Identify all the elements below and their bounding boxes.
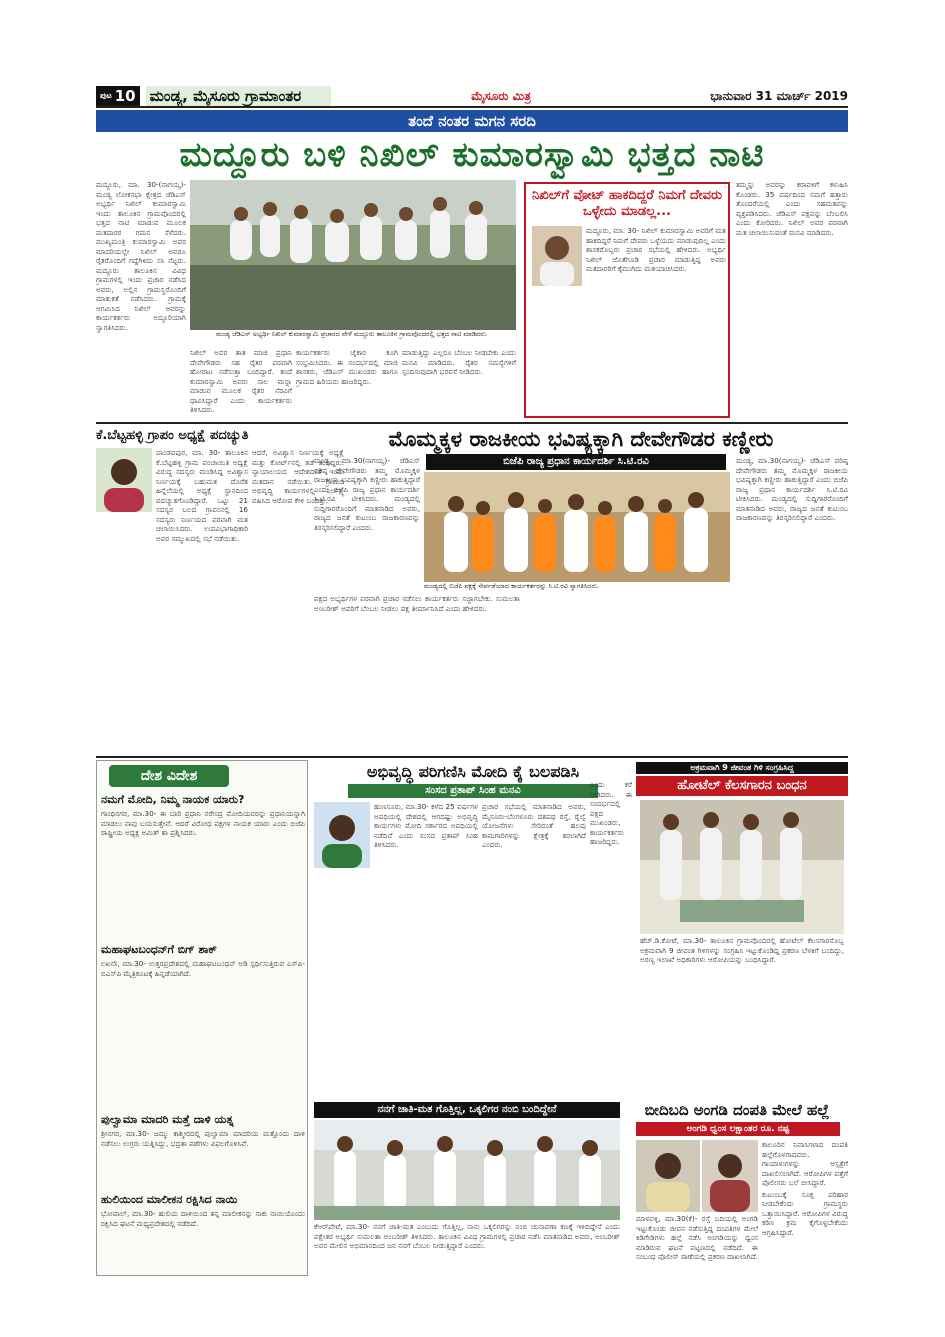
desha-item-3-headline: ಪುಲ್ವಾಮಾ ಮಾದರಿ ಮತ್ತೆ ದಾಳಿ ಯತ್ನ — [101, 1113, 234, 1126]
shop-story-subhead: ಅಂಗಡಿ ಧ್ವಂಸ ಲಕ್ಷಾಂತರ ರೂ. ನಷ್ಟ — [636, 1122, 840, 1136]
left-story-text-2: ಆದರೆ, ಅವಿಶ್ವಾಸ ನಿರ್ಣಯಕ್ಕೆ ಅಧ್ಯಕ್ಷೆ ಮತ್ತು ಕೋರ್ಟ್‌ನಲ್ಲಿ ತಡೆ ತಂದಿದ್ದರು. ನ್ಯಾಯಾಲಯದ ಆದೇಶದಂತೆ ಇಂದು ಮತದಾನ ನಡೆಯಿತು. ಗ್ರಾಮದ ಅಭಿವೃದ್ಧಿ ಕಾರ್ಯಗಳಲ್ಲಿ ನಿರ್ಲಕ್ಷ್ಯ ವಹಿಸಿದ ಆರೋಪ ಕೇಳಿ ಬಂದಿತ್ತು. — [252, 448, 344, 505]
shop-story-column-1 — [636, 1214, 758, 1276]
lead-headline: ಮದ್ದೂರು ಬಳಿ ನಿಖಿಲ್ ಕುಮಾರಸ್ವಾಮಿ ಭತ್ತದ ನಾಟಿ — [179, 135, 765, 175]
caste-story-headline: ನನಗೆ ಜಾತಿ-ಮತ ಗೊತ್ತಿಲ್ಲ, ಒಕ್ಕಲಿಗರ ನಂಬಿ ಬಂದಿದ್ದೇನೆ — [314, 1102, 620, 1118]
hotel-story-photo — [640, 800, 844, 934]
desha-item-1-body: ಗಾಂಧಿನಗರ, ಮಾ.30- ಈ ಬಾರಿ ಪ್ರಧಾನಿ ನರೇಂದ್ರ ಮೋದಿಯವರನ್ನು ಪ್ರಧಾನಿಯನ್ನಾಗಿ ಮಾಡಲು ನಾವು ಬಯಸುತ್ತೇವೆ. ಆದರೆ ವಿರೋಧ ಪಕ್ಷಗಳ ನಾಯಕ ಯಾರು ಎಂದು ಬಿಜೆಪಿ ರಾಷ್ಟ್ರೀಯ ಅಧ್ಯಕ್ಷ ಅಮಿತ್ ಶಾ ಪ್ರಶ್ನಿಸಿದರು. — [101, 809, 305, 837]
bjp-story-text-3: ಮಂಡ್ಯ, ಮಾ.30(ನಾಗಯ್ಯ)- ಜೆಡಿಎಸ್ ವರಿಷ್ಠ ದೇವೇಗೌಡರು ತಮ್ಮ ಮೊಮ್ಮಕ್ಕಳ ರಾಜಕೀಯ ಭವಿಷ್ಯಕ್ಕಾಗಿ ಕಣ್ಣೀರು ಹಾಕುತ್ತಿದ್ದಾರೆ ಎಂದು ಬಿಜೆಪಿ ರಾಜ್ಯ ಪ್ರಧಾನ ಕಾರ್ಯದರ್ಶಿ ಸಿ.ಟಿ.ರವಿ ಟೀಕಿಸಿದರು. ಮಂಡ್ಯದಲ್ಲಿ ಸುದ್ದಿಗಾರರೊಂದಿಗೆ ಮಾತನಾಡಿದ ಅವರು, ರಾಜ್ಯದ ಜನತೆ ಕುಟುಂಬ ರಾಜಕಾರಣವನ್ನು ತಿರಸ್ಕರಿಸಲಿದ್ದಾರೆ ಎಂದರು. — [736, 456, 848, 522]
lead-text-4: ಮಾಡುತ್ತಿದ್ದು ಎಲ್ಲರೂ ಬೆಂಬಲ ನೀಡಬೇಕು ಎಂದು ಮನವಿ ಮಾಡಿದರು. ರೈತರ ಸಮಸ್ಯೆಗಳಿಗೆ ಸ್ಪಂದಿಸುವುದಾಗಿ ಭರವಸೆ ನೀಡಿದರು. — [402, 348, 516, 376]
lead-column-4 — [402, 348, 516, 420]
lead-column-1 — [96, 180, 186, 420]
bjp-story-column-1 — [314, 456, 420, 582]
section-divider-2 — [96, 756, 848, 758]
caste-story-body: ಕೆಆರ್‌ಪೇಟೆ, ಮಾ.30- ನನಗೆ ಜಾತಿ-ಮತ ಎಂಬುದು ಗೊತ್ತಿಲ್ಲ, ನಾನು ಒಕ್ಕಲಿಗರನ್ನು ನಂಬಿ ಚುನಾವಣಾ ಕಣಕ್ಕೆ ಇಳಿದಿದ್ದೇನೆ ಎಂದು ಪಕ್ಷೇತರ ಅಭ್ಯರ್ಥಿ ಸುಮಲತಾ ಅಂಬರೀಶ್ ತಿಳಿಸಿದರು. ತಾಲೂಕಿನ ವಿವಿಧ ಗ್ರಾಮಗಳಲ್ಲಿ ಪ್ರಚಾರ ನಡೆಸಿ ಮಾತನಾಡಿದ ಅವರು, ಅಂಬರೀಶ್ ಅವರ ಮೇಲಿನ ಅಭಿಮಾನದಿಂದ ಜನ ನನಗೆ ಬೆಂಬಲ ನೀಡುತ್ತಿದ್ದಾರೆ ಎಂದರು. — [314, 1222, 620, 1250]
desha-item-4-body: ಭೋಪಾಲ್, ಮಾ.30- ಹುಲಿಯ ದಾಳಿಯಿಂದ ತನ್ನ ಮಾಲೀಕನನ್ನು ಸಾಕು ನಾಯಿಯೊಂದು ರಕ್ಷಿಸಿದ ಘಟನೆ ಮಧ್ಯಪ್ರದೇಶದಲ್ಲಿ ನಡೆದಿದೆ. — [101, 1209, 305, 1228]
shop-story-headline: ಬೀದಿಬದಿ ಅಂಗಡಿ ದಂಪತಿ ಮೇಲೆ ಹಲ್ಲೆ — [644, 1101, 830, 1119]
right-column — [736, 180, 848, 420]
paper-name: ಮೈಸೂರು ಮಿತ್ರ — [471, 88, 531, 103]
lead-column-3 — [296, 348, 398, 420]
modi-story-column-3 — [590, 780, 632, 1096]
desha-videsha-box — [96, 760, 308, 1276]
desha-item-2-text — [101, 959, 305, 1109]
newspaper-page — [96, 86, 848, 1276]
shop-story-photo-2 — [702, 1140, 758, 1212]
lead-text-3: ಕಾರ್ಯಕರ್ತರು ಜೈಕಾರ ಕೂಗಿ ಸಂಭ್ರಮಿಸಿದರು. ಈ ಸಂದರ್ಭದಲ್ಲಿ ಮಾಜಿ ಶಾಸಕರು, ಜೆಡಿಎಸ್ ಮುಖಂಡರು ಹಾಗೂ ಗ್ರಾಮದ ಹಿರಿಯರು ಹಾಜರಿದ್ದರು. — [296, 348, 398, 386]
lead-kicker: ತಂದೆ ನಂತರ ಮಗನ ಸರದಿ — [96, 110, 848, 132]
modi-story-subhead: ಸಂಸದ ಪ್ರತಾಪ್ ಸಿಂಹ ಮನವಿ — [348, 784, 598, 798]
bjp-story-text-2: ಪಕ್ಷದ ಅಭ್ಯರ್ಥಿಗಳ ಪರವಾಗಿ ಪ್ರಚಾರ ನಡೆಸಲು ಕಾರ್ಯಕರ್ತರು ಸಜ್ಜಾಗಬೇಕು. ಸುಮಲತಾ ಅಂಬರೀಶ್ ಅವರಿಗೆ ಬೆಂಬಲ ನೀಡಲು ಪಕ್ಷ ತೀರ್ಮಾನಿಸಿದೆ ಎಂದು ಹೇಳಿದರು. — [314, 594, 520, 613]
lead-text-2: ನಿಖಿಲ್ ಅವರ ತಾತ ಮಾಜಿ ಪ್ರಧಾನಿ ದೇವೇಗೌಡರು ಸಹ ರೈತರ ಪರವಾಗಿ ಹೋರಾಟ ನಡೆಸುತ್ತಾ ಬಂದಿದ್ದಾರೆ. ತಂದೆ ಕುಮಾರಸ್ವಾಮಿ ಅವರು ಸಾಲ ಮನ್ನಾ ಮಾಡುವ ಮೂಲಕ ರೈತರ ನೆರವಿಗೆ ಧಾವಿಸಿದ್ದಾರೆ ಎಂದು ಕಾರ್ಯಕರ್ತರು ತಿಳಿಸಿದರು. — [190, 348, 292, 414]
desha-videsha-banner: ದೇಶ ವಿದೇಶ — [109, 765, 229, 787]
quote-box-photo — [532, 226, 582, 286]
page-label: ಪುಟ — [100, 91, 112, 100]
page-header — [96, 86, 848, 108]
right-column-text: ತಮ್ಮನ್ನು ಅವರನ್ನು ಕರಾವಳಿಗೆ ಕಳುಹಿಸಿ ಕೊಂಡರು. 35 ವರ್ಷದಿಂದ ನಮಗೆ ಹತ್ತಾರು ತೊಂದರೆಯಲ್ಲಿ ಎಂದು ಸಹಮತವನ್ನು ವ್ಯಕ್ತಪಡಿಸಿದರು. ಜೆಡಿಎಸ್ ಪಕ್ಷವನ್ನು ಬೆಂಬಲಿಸಿ ಎಂದು ಕೋರಿದರು. ನಿಖಿಲ್ ಅವರ ಪರವಾಗಿ ಮತ ಚಲಾಯಿಸುವಂತೆ ಮನವಿ ಮಾಡಿದರು. — [736, 180, 848, 237]
page-number-badge — [96, 86, 140, 106]
quote-box-text — [586, 226, 726, 414]
desha-item-1-text — [101, 809, 305, 939]
lead-photo — [190, 180, 516, 330]
bjp-story-body: ಮಂಡ್ಯ, ಮಾ.30(ನಾಗಯ್ಯ)- ಜೆಡಿಎಸ್ ವರಿಷ್ಠ ದೇವೇಗೌಡರು ತಮ್ಮ ಮೊಮ್ಮಕ್ಕಳ ರಾಜಕೀಯ ಭವಿಷ್ಯಕ್ಕಾಗಿ ಕಣ್ಣೀರು ಹಾಕುತ್ತಿದ್ದಾರೆ ಎಂದು ಬಿಜೆಪಿ ರಾಜ್ಯ ಪ್ರಧಾನ ಕಾರ್ಯದರ್ಶಿ ಸಿ.ಟಿ.ರವಿ ಟೀಕಿಸಿದರು. ಮಂಡ್ಯದಲ್ಲಿ ಸುದ್ದಿಗಾರರೊಂದಿಗೆ ಮಾತನಾಡಿದ ಅವರು, ರಾಜ್ಯದ ಜನತೆ ಕುಟುಂಬ ರಾಜಕಾರಣವನ್ನು ತಿರಸ್ಕರಿಸಲಿದ್ದಾರೆ ಎಂದರು. — [314, 456, 420, 532]
caste-story-photo — [314, 1120, 620, 1220]
left-story-headline: ಕೆ.ಬೆಟ್ಟಹಳ್ಳಿ ಗ್ರಾಪಂ ಅಧ್ಯಕ್ಷೆ ಪದಚ್ಯುತಿ — [96, 428, 249, 443]
bjp-story-photo — [424, 472, 730, 582]
hotel-story-headline: ಹೋಟೆಲ್ ಕೆಲಸಗಾರನ ಬಂಧನ — [636, 776, 848, 796]
desha-item-2-body: ಲಖನೌ, ಮಾ.30- ಉತ್ತರಪ್ರದೇಶದಲ್ಲಿ ಮಹಾಘಟಬಂಧನ್ ಅಡಿ ಸ್ಪರ್ಧಿಸುತ್ತಿರುವ ಎಸ್‌ಪಿ-ಬಿಎಸ್‌ಪಿ ಮೈತ್ರಿಕೂಟಕ್ಕೆ ಹಿನ್ನಡೆಯಾಗಿದೆ. — [101, 959, 305, 978]
modi-story-column-2 — [482, 802, 586, 1096]
edition-date: ಭಾನುವಾರ 31 ಮಾರ್ಚ್ 2019 — [710, 88, 848, 103]
shop-story-text-2: ಕಾಲೂರಿನ ನಿವಾಸಿಗಳಾದ ದಂಪತಿ ಹಲ್ಲೆಗೊಳಗಾದವರು. ಗಾಯಾಳುಗಳನ್ನು ಆಸ್ಪತ್ರೆಗೆ ದಾಖಲಿಸಲಾಗಿದೆ. ಆರೋಪಿಗಳ ಪತ್ತೆಗೆ ಪೊಲೀಸರು ಬಲೆ ಬೀಸಿದ್ದಾರೆ. — [762, 1140, 848, 1187]
section-divider — [96, 422, 848, 424]
shop-story-photo-1 — [636, 1140, 700, 1212]
bjp-story-subhead: ಬಿಜೆಪಿ ರಾಜ್ಯ ಪ್ರಧಾನ ಕಾರ್ಯದರ್ಶಿ ಸಿ.ಟಿ.ರವಿ — [426, 454, 726, 470]
shop-story-body: ಮಾಳವಳ್ಳಿ, ಮಾ.30(ಕೆ)- ರಸ್ತೆ ಬದಿಯಲ್ಲಿ ಅಂಗಡಿ ಇಟ್ಟುಕೊಂಡು ಜೀವನ ನಡೆಸುತ್ತಿದ್ದ ದಂಪತಿಗಳ ಮೇಲೆ ಕಿಡಿಗೇಡಿಗಳು ಹಲ್ಲೆ ನಡೆಸಿ ಅಂಗಡಿಯನ್ನು ಧ್ವಂಸ ಮಾಡಿರುವ ಘಟನೆ ಪಟ್ಟಣದಲ್ಲಿ ನಡೆದಿದೆ. ಈ ಸಂಬಂಧ ಪೊಲೀಸ್ ಠಾಣೆಯಲ್ಲಿ ಪ್ರಕರಣ ದಾಖಲಾಗಿದೆ. — [636, 1214, 758, 1261]
modi-story-text-2: ಪ್ರಚಾರ ಸಭೆಯಲ್ಲಿ ಮಾತನಾಡಿದ ಅವರು, ಮೈಸೂರು-ಬೆಂಗಳೂರು ದಶಪಥ ರಸ್ತೆ, ರೈಲ್ವೆ ಯೋಜನೆಗಳು ಸೇರಿದಂತೆ ಹಲವು ಕಾಮಗಾರಿಗಳನ್ನು ಕ್ಷೇತ್ರಕ್ಕೆ ತರಲಾಗಿದೆ ಎಂದರು. — [482, 802, 586, 849]
page-number: 10 — [114, 87, 136, 105]
modi-story-headline: ಅಭಿವೃದ್ಧಿ ಪರಿಗಣಿಸಿ ಮೋದಿ ಕೈ ಬಲಪಡಿಸಿ — [366, 762, 580, 781]
shop-story-text-3: ಕುಟುಂಬಕ್ಕೆ ಸೂಕ್ತ ಪರಿಹಾರ ನೀಡಬೇಕೆಂದು ಗ್ರಾಮಸ್ಥರು ಒತ್ತಾಯಿಸಿದ್ದಾರೆ. ಆರೋಪಿಗಳ ವಿರುದ್ಧ ಕಠಿಣ ಕ್ರಮ ಕೈಗೊಳ್ಳಬೇಕೆಂದು ಆಗ್ರಹಿಸಿದ್ದಾರೆ. — [762, 1189, 848, 1237]
quote-box-headline: ನಿಖಿಲ್‌ಗೆ ವೋಟ್ ಹಾಕದಿದ್ದರೆ ನಿಮಗೆ ದೇವರು ಒಳ್ಳೇದು ಮಾಡಲ್ಲ... — [531, 188, 723, 219]
desha-item-3-text — [101, 1129, 305, 1189]
caste-story-text — [314, 1222, 620, 1276]
modi-story-body: ಹುಣಸೂರು, ಮಾ.30- ಕಳೆದ 25 ವರ್ಷಗಳ ಅವಧಿಯಲ್ಲಿ ದೇಶದಲ್ಲಿ ಆಗದಷ್ಟು ಅಭಿವೃದ್ಧಿ ಕಾರ್ಯಗಳು ಮೋದಿ ಸರ್ಕಾರದ ಅವಧಿಯಲ್ಲಿ ನಡೆದಿವೆ ಎಂದು ಸಂಸದ ಪ್ರತಾಪ್ ಸಿಂಹ ತಿಳಿಸಿದರು. — [374, 802, 478, 849]
left-story-photo — [96, 448, 152, 512]
section-title: ಮಂಡ್ಯ, ಮೈಸೂರು ಗ್ರಾಮಾಂತರ — [146, 86, 332, 106]
left-story-column-1 — [156, 448, 248, 754]
shop-story-column-2 — [762, 1140, 848, 1276]
bjp-story-column-3 — [736, 456, 848, 754]
desha-item-3-body: ಶ್ರೀನಗರ, ಮಾ.30- ಜಮ್ಮು ಕಾಶ್ಮೀರದಲ್ಲಿ ಪುಲ್ವಾಮಾ ಮಾದರಿಯ ಮತ್ತೊಂದು ದಾಳಿ ನಡೆಸಲು ಉಗ್ರರು ಯತ್ನಿಸಿದ್ದು, ಭದ್ರತಾ ಪಡೆಗಳು ವಿಫಲಗೊಳಿಸಿವೆ. — [101, 1129, 305, 1148]
quote-box-body: ಮದ್ದೂರು, ಮಾ. 30- ನಿಖಿಲ್ ಕುಮಾರಸ್ವಾಮಿ ಅವರಿಗೆ ಮತ ಹಾಕದಿದ್ದರೆ ನಿಮಗೆ ದೇವರು ಒಳ್ಳೆಯದು ಮಾಡುವುದಿಲ್ಲ ಎಂದು ಶಾಸಕರೊಬ್ಬರು ಪ್ರಚಾರ ಸಭೆಯಲ್ಲಿ ಹೇಳಿದರು. ಅಭ್ಯರ್ಥಿ ನಿಖಿಲ್ ಜೊತೆಗೂಡಿ ಪ್ರಚಾರ ಮಾಡುತ್ತಿದ್ದ ಅವರು ಮತದಾರರಿಗೆ ಕೈಮುಗಿದು ಮತಯಾಚಿಸಿದರು. — [586, 226, 726, 273]
desha-item-1-headline: ನಮಗೆ ಮೋದಿ, ನಿಮ್ಮ ನಾಯಕ ಯಾರು? — [101, 793, 245, 806]
modi-story-column-1 — [374, 802, 478, 1096]
desha-item-2-headline: ಮಹಾಘಟಬಂಧನ್‌ಗೆ ಬಿಗ್ ಶಾಕ್ — [101, 943, 217, 956]
lead-column-2 — [190, 348, 292, 420]
modi-story-photo — [314, 802, 370, 868]
left-story-body: ಪಾಂಡವಪುರ, ಮಾ. 30- ತಾಲೂಕಿನ ಕೆ.ಬೆಟ್ಟಹಳ್ಳಿ ಗ್ರಾಮ ಪಂಚಾಯಿತಿ ಅಧ್ಯಕ್ಷೆ ವಿರುದ್ಧ ಸದಸ್ಯರು ಮಂಡಿಸಿದ್ದ ಅವಿಶ್ವಾಸ ನಿರ್ಣಯಕ್ಕೆ ಬಹುಮತ ದೊರೆತ ಹಿನ್ನೆಲೆಯಲ್ಲಿ ಅಧ್ಯಕ್ಷೆ ಸ್ಥಾನದಿಂದ ಪದಚ್ಯುತಗೊಂಡಿದ್ದಾರೆ. ಒಟ್ಟು 21 ಸದಸ್ಯರ ಬಲದ ಗ್ರಾಪಂನಲ್ಲಿ 16 ಸದಸ್ಯರು ನಿರ್ಣಯದ ಪರವಾಗಿ ಮತ ಚಲಾಯಿಸಿದರು. ಉಪವಿಭಾಗಾಧಿಕಾರಿ ಅವರ ಸಮ್ಮುಖದಲ್ಲಿ ಸಭೆ ನಡೆಯಿತು. — [156, 448, 248, 543]
desha-item-4-text — [101, 1209, 305, 1273]
bjp-story-headline: ಮೊಮ್ಮಕ್ಕಳ ರಾಜಕೀಯ ಭವಿಷ್ಯಕ್ಕಾಗಿ ದೇವೇಗೌಡರ ಕಣ್ಣೀರು — [388, 427, 774, 451]
modi-story-text-3: ಎಂದು ಕರೆ ನೀಡಿದರು. ಈ ಸಂದರ್ಭದಲ್ಲಿ ಪಕ್ಷದ ಮುಖಂಡರು, ಕಾರ್ಯಕರ್ತರು ಹಾಜರಿದ್ದರು. — [590, 780, 632, 846]
lead-photo-caption: ಮಂಡ್ಯ ಜೆಡಿಎಸ್ ಅಭ್ಯರ್ಥಿ ನಿಖಿಲ್ ಕುಮಾರಸ್ವಾಮಿ ಪ್ರಚಾರದ ವೇಳೆ ಮದ್ದೂರು ತಾಲೂಕಿನ ಗ್ರಾಮವೊಂದರಲ್ಲಿ ಭತ್ತದ ನಾಟಿ ಮಾಡಿದರು. — [216, 330, 516, 346]
hotel-story-kicker: ಅಕ್ರಮವಾಗಿ 9 ಜೀವಂತ ಗಿಳಿ ಸಂಗ್ರಹಿಸಿದ್ದ — [636, 762, 848, 774]
hotel-story-text — [640, 936, 844, 1096]
bjp-story-caption: ಮಂಡ್ಯದಲ್ಲಿ ಬಿಜೆಪಿ ಪಕ್ಷಕ್ಕೆ ಸೇರ್ಪಡೆಯಾದ ಕಾರ್ಯಕರ್ತರನ್ನು ಸಿ.ಟಿ.ರವಿ ಸ್ವಾಗತಿಸಿದರು. — [424, 582, 730, 592]
quote-box — [524, 182, 730, 418]
bjp-story-column-2 — [314, 594, 520, 754]
lead-text-1: ಮದ್ದೂರು, ಮಾ. 30-(ನಾಗಯ್ಯ)- ಮಂಡ್ಯ ಲೋಕಸಭಾ ಕ್ಷೇತ್ರದ ಜೆಡಿಎಸ್ ಅಭ್ಯರ್ಥಿ ನಿಖಿಲ್ ಕುಮಾರಸ್ವಾಮಿ ಇಂದು ತಾಲೂಕಿನ ಗ್ರಾಮವೊಂದರಲ್ಲಿ ಭತ್ತದ ನಾಟಿ ಮಾಡುವ ಮೂಲಕ ಮತದಾರರ ಗಮನ ಸೆಳೆದರು. ಮುಖ್ಯಮಂತ್ರಿ ಕುಮಾರಸ್ವಾಮಿ ಅವರ ಮಾದರಿಯಲ್ಲೇ ನಿಖಿಲ್ ಅವರೂ ರೈತರೊಂದಿಗೆ ಗದ್ದೆಗಿಳಿದು ಸಸಿ ನೆಟ್ಟರು. ಮದ್ದೂರು ತಾಲೂಕಿನ ವಿವಿಧ ಗ್ರಾಮಗಳಲ್ಲಿ ಇಂದು ಪ್ರಚಾರ ನಡೆಸಿದ ಅವರು, ಅಲ್ಲಿನ ಗ್ರಾಮಸ್ಥರೊಂದಿಗೆ ಮಾತುಕತೆ ನಡೆಸಿದರು. ಗ್ರಾಮಕ್ಕೆ ಆಗಮಿಸಿದ ನಿಖಿಲ್ ಅವರನ್ನು ಕಾರ್ಯಕರ್ತರು ಅದ್ದೂರಿಯಾಗಿ ಸ್ವಾಗತಿಸಿದರು. — [96, 180, 186, 332]
hotel-story-body: ಹೆಚ್.ಡಿ.ಕೋಟೆ, ಮಾ.30- ತಾಲೂಕಿನ ಗ್ರಾಮವೊಂದರಲ್ಲಿ ಹೋಟೆಲ್ ಕೆಲಸಗಾರನೊಬ್ಬ ಅಕ್ರಮವಾಗಿ 9 ಜೀವಂತ ಗಿಳಿಗಳನ್ನು ಸಂಗ್ರಹಿಸಿ ಇಟ್ಟುಕೊಂಡಿದ್ದ ಪ್ರಕರಣ ಬೆಳಕಿಗೆ ಬಂದಿದ್ದು, ಅರಣ್ಯ ಇಲಾಖೆ ಅಧಿಕಾರಿಗಳು ಆರೋಪಿಯನ್ನು ಬಂಧಿಸಿದ್ದಾರೆ. — [640, 936, 844, 964]
desha-item-4-headline: ಹುಲಿಯಿಂದ ಮಾಲೀಕನ ರಕ್ಷಿಸಿದ ನಾಯಿ — [101, 1193, 238, 1206]
